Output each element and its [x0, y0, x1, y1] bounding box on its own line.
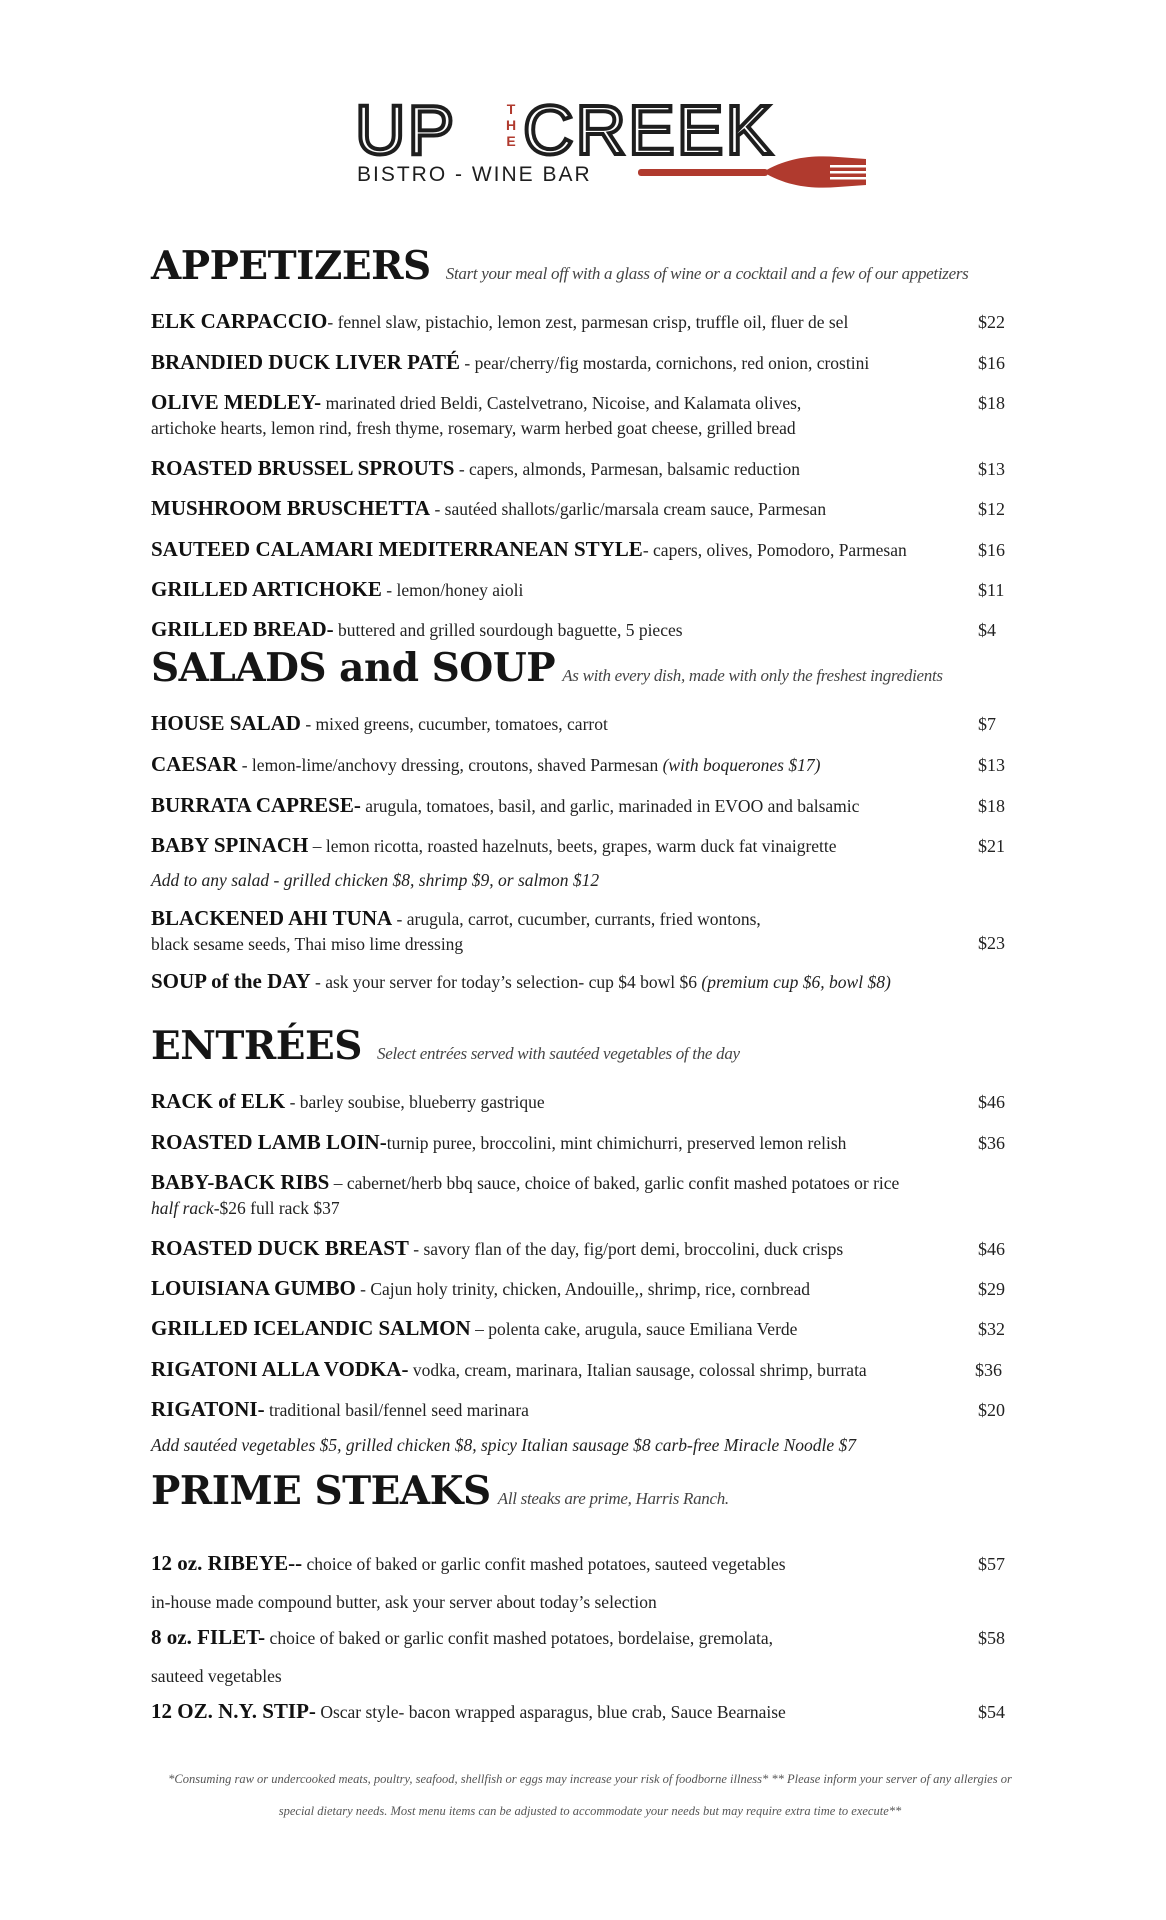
item-name: LOUISIANA GUMBO: [151, 1276, 356, 1300]
item-name: ROASTED BRUSSEL SPROUTS: [151, 456, 455, 480]
menu-item: [151, 577, 1011, 603]
menu-item: [151, 1545, 1011, 1622]
section-title: ENTRÉES: [151, 1023, 362, 1069]
item-description-extra: (with boquerones $17): [662, 755, 821, 775]
item-price: $18: [978, 796, 1005, 816]
menu-item: [151, 1089, 1011, 1115]
item-description: - capers, almonds, Parmesan, balsamic reduction: [454, 459, 800, 479]
restaurant-logo: [355, 91, 875, 195]
item-description: choice of baked or garlic confit mashed potatoes, sauteed vegetables: [302, 1554, 786, 1574]
section-steaks-header: [151, 1468, 729, 1514]
item-price: $22: [978, 312, 1005, 332]
item-price: $13: [978, 755, 1005, 775]
item-name: 12 oz. RIBEYE--: [151, 1551, 303, 1575]
item-description: – polenta cake, arugula, sauce Emiliana Verde: [470, 1319, 798, 1339]
section-subtitle: All steaks are prime, Harris Ranch.: [497, 1489, 729, 1508]
item-description: - sautéed shallots/garlic/marsala cream sauce, Parmesan: [430, 499, 827, 519]
logo-word-creek: CREEK: [523, 91, 775, 169]
item-price: $4: [978, 620, 996, 640]
item-description-continued: black sesame seeds, Thai miso lime dressing: [151, 934, 464, 954]
section-title: SALADS and SOUP: [151, 645, 556, 691]
item-description-continued: in-house made compound butter, ask your server about today’s selection: [151, 1592, 657, 1612]
fork-icon: [638, 155, 868, 189]
menu-item: [151, 537, 1011, 563]
item-description: – cabernet/herb bbq sauce, choice of baked, garlic confit mashed potatoes or rice: [329, 1173, 900, 1193]
item-price: $13: [978, 459, 1005, 479]
item-price: $7: [978, 714, 996, 734]
menu-item: [151, 833, 1011, 859]
menu-item: [151, 456, 1011, 482]
menu-item: [151, 496, 1011, 522]
item-description: marinated dried Beldi, Castelvetrano, Nicoise, and Kalamata olives,: [321, 393, 802, 413]
item-name: BABY-BACK RIBS: [151, 1170, 330, 1194]
item-description-continued: artichoke hearts, lemon rind, fresh thyme, rosemary, warm herbed goat cheese, grilled bread: [151, 418, 796, 438]
item-name: BLACKENED AHI TUNA: [151, 906, 393, 930]
menu-item: [151, 793, 1011, 819]
logo-tagline: BISTRO - WINE BAR: [357, 163, 592, 186]
item-name: HOUSE SALAD: [151, 711, 301, 735]
item-description-continued: sauteed vegetables: [151, 1666, 282, 1686]
item-description: - Cajun holy trinity, chicken, Andouille,, shrimp, rice, cornbread: [355, 1279, 811, 1299]
item-price: $36: [978, 1133, 1005, 1153]
item-price: $21: [978, 836, 1005, 856]
logo-word-up: UP: [355, 91, 457, 169]
section-title: PRIME STEAKS: [151, 1468, 491, 1514]
item-description: - fennel slaw, pistachio, lemon zest, parmesan crisp, truffle oil, fluer de sel: [327, 312, 849, 332]
menu-item: [151, 1693, 1011, 1732]
item-name: BURRATA CAPRESE-: [151, 793, 361, 817]
item-description-extra: half rack: [151, 1198, 214, 1218]
allergy-disclaimer: [130, 1763, 1050, 1827]
item-description: choice of baked or garlic confit mashed potatoes, bordelaise, gremolata,: [265, 1628, 773, 1648]
item-name: MUSHROOM BRUSCHETTA: [151, 496, 431, 520]
logo-word-the-text: THE: [503, 101, 519, 149]
menu-item: [151, 390, 1011, 441]
item-name: ELK CARPACCIO: [151, 309, 328, 333]
menu-item: [151, 617, 1011, 643]
item-price: $57: [978, 1554, 1005, 1574]
item-description-continued: -$26 full rack $37: [213, 1198, 340, 1218]
item-price: $11: [978, 580, 1005, 600]
item-name: GRILLED ICELANDIC SALMON: [151, 1316, 471, 1340]
item-price: $20: [978, 1400, 1005, 1420]
menu-item: [151, 969, 1011, 995]
item-name: RIGATONI-: [151, 1397, 265, 1421]
item-price: $16: [978, 540, 1005, 560]
section-subtitle: As with every dish, made with only the freshest ingredients: [562, 666, 943, 685]
item-name: SAUTEED CALAMARI MEDITERRANEAN STYLE: [151, 537, 643, 561]
item-name: RACK of ELK: [151, 1089, 286, 1113]
item-name: ROASTED DUCK BREAST: [151, 1236, 409, 1260]
menu-item: [151, 711, 1011, 737]
item-name: BRANDIED DUCK LIVER PATÉ: [151, 350, 461, 374]
item-name: ROASTED LAMB LOIN-: [151, 1130, 387, 1154]
item-price: $32: [978, 1319, 1005, 1339]
menu-item: [151, 1130, 1011, 1156]
item-description: turnip puree, broccolini, mint chimichurri, preserved lemon relish: [386, 1133, 847, 1153]
item-description-extra: (premium cup $6, bowl $8): [701, 972, 891, 992]
item-name: BABY SPINACH: [151, 833, 309, 857]
disclaimer-line-2: special dietary needs. Most menu items can be adjusted to accommodate your needs but may require extra time to execute**: [278, 1804, 902, 1818]
item-description: - lemon-lime/anchovy dressing, croutons, shaved Parmesan: [237, 755, 663, 775]
section-subtitle: Start your meal off with a glass of wine or a cocktail and a few of our appetizers: [445, 264, 969, 283]
item-description: arugula, tomatoes, basil, and garlic, marinaded in EVOO and balsamic: [360, 796, 860, 816]
item-price: $54: [978, 1702, 1005, 1722]
item-description: - arugula, carrot, cucumber, currants, fried wontons,: [392, 909, 761, 929]
menu-item: [151, 1236, 1011, 1262]
item-name: GRILLED BREAD-: [151, 617, 334, 641]
item-price: $23: [978, 933, 1005, 953]
item-description: - capers, olives, Pomodoro, Parmesan: [642, 540, 907, 560]
item-name: RIGATONI ALLA VODKA-: [151, 1357, 409, 1381]
section-subtitle: Select entrées served with sautéed vegetables of the day: [377, 1044, 740, 1063]
menu-item: [151, 1397, 1011, 1423]
item-price: $12: [978, 499, 1005, 519]
item-name: SOUP of the DAY: [151, 969, 311, 993]
menu-item: [151, 1619, 1011, 1696]
logo-word-the: [502, 101, 520, 149]
item-description: vodka, cream, marinara, Italian sausage, colossal shrimp, burrata: [408, 1360, 867, 1380]
item-description: - ask your server for today’s selection- cup $4 bowl $6: [310, 972, 702, 992]
item-description: – lemon ricotta, roasted hazelnuts, beets, grapes, warm duck fat vinaigrette: [308, 836, 837, 856]
item-description: - mixed greens, cucumber, tomatoes, carrot: [300, 714, 608, 734]
item-description: - savory flan of the day, fig/port demi, broccolini, duck crisps: [408, 1239, 844, 1259]
disclaimer-line-1: *Consuming raw or undercooked meats, poultry, seafood, shellfish or eggs may increase your risk of foodborne illness* ** Please inform your server of any allergies or: [168, 1772, 1012, 1786]
item-name: CAESAR: [151, 752, 238, 776]
menu-item: [151, 906, 1011, 957]
item-price: $46: [978, 1092, 1005, 1112]
item-name: GRILLED ARTICHOKE: [151, 577, 382, 601]
item-price: $46: [978, 1239, 1005, 1259]
item-name: OLIVE MEDLEY-: [151, 390, 322, 414]
menu-item: [151, 752, 1011, 778]
entree-addon-note: Add sautéed vegetables $5, grilled chicken $8, spicy Italian sausage $8 carb-free Miracle Noodle $7: [151, 1435, 857, 1455]
item-price: $29: [978, 1279, 1005, 1299]
menu-item: [151, 1276, 1011, 1302]
salad-addon-note: Add to any salad - grilled chicken $8, shrimp $9, or salmon $12: [151, 870, 600, 890]
item-description: - barley soubise, blueberry gastrique: [285, 1092, 545, 1112]
item-description: Oscar style- bacon wrapped asparagus, blue crab, Sauce Bearnaise: [315, 1702, 786, 1722]
section-title: APPETIZERS: [151, 243, 431, 289]
item-description: - pear/cherry/fig mostarda, cornichons, red onion, crostini: [460, 353, 870, 373]
menu-item: [151, 309, 1011, 335]
menu-item: [151, 350, 1011, 376]
item-description: traditional basil/fennel seed marinara: [264, 1400, 529, 1420]
item-description: buttered and grilled sourdough baguette, 5 pieces: [333, 620, 683, 640]
item-price: $36: [975, 1360, 1002, 1380]
item-price: $18: [978, 393, 1005, 413]
section-salads-header: [151, 645, 943, 691]
section-entrees-header: [151, 1023, 740, 1069]
item-price: $16: [978, 353, 1005, 373]
item-name: 12 OZ. N.Y. STIP-: [151, 1699, 316, 1723]
menu-item: [151, 1316, 1011, 1342]
item-description: - lemon/honey aioli: [381, 580, 524, 600]
menu-item: [151, 1357, 1011, 1383]
section-appetizers-header: [151, 243, 968, 289]
menu-item: [151, 1170, 1031, 1221]
item-price: $58: [978, 1628, 1005, 1648]
item-name: 8 oz. FILET-: [151, 1625, 266, 1649]
